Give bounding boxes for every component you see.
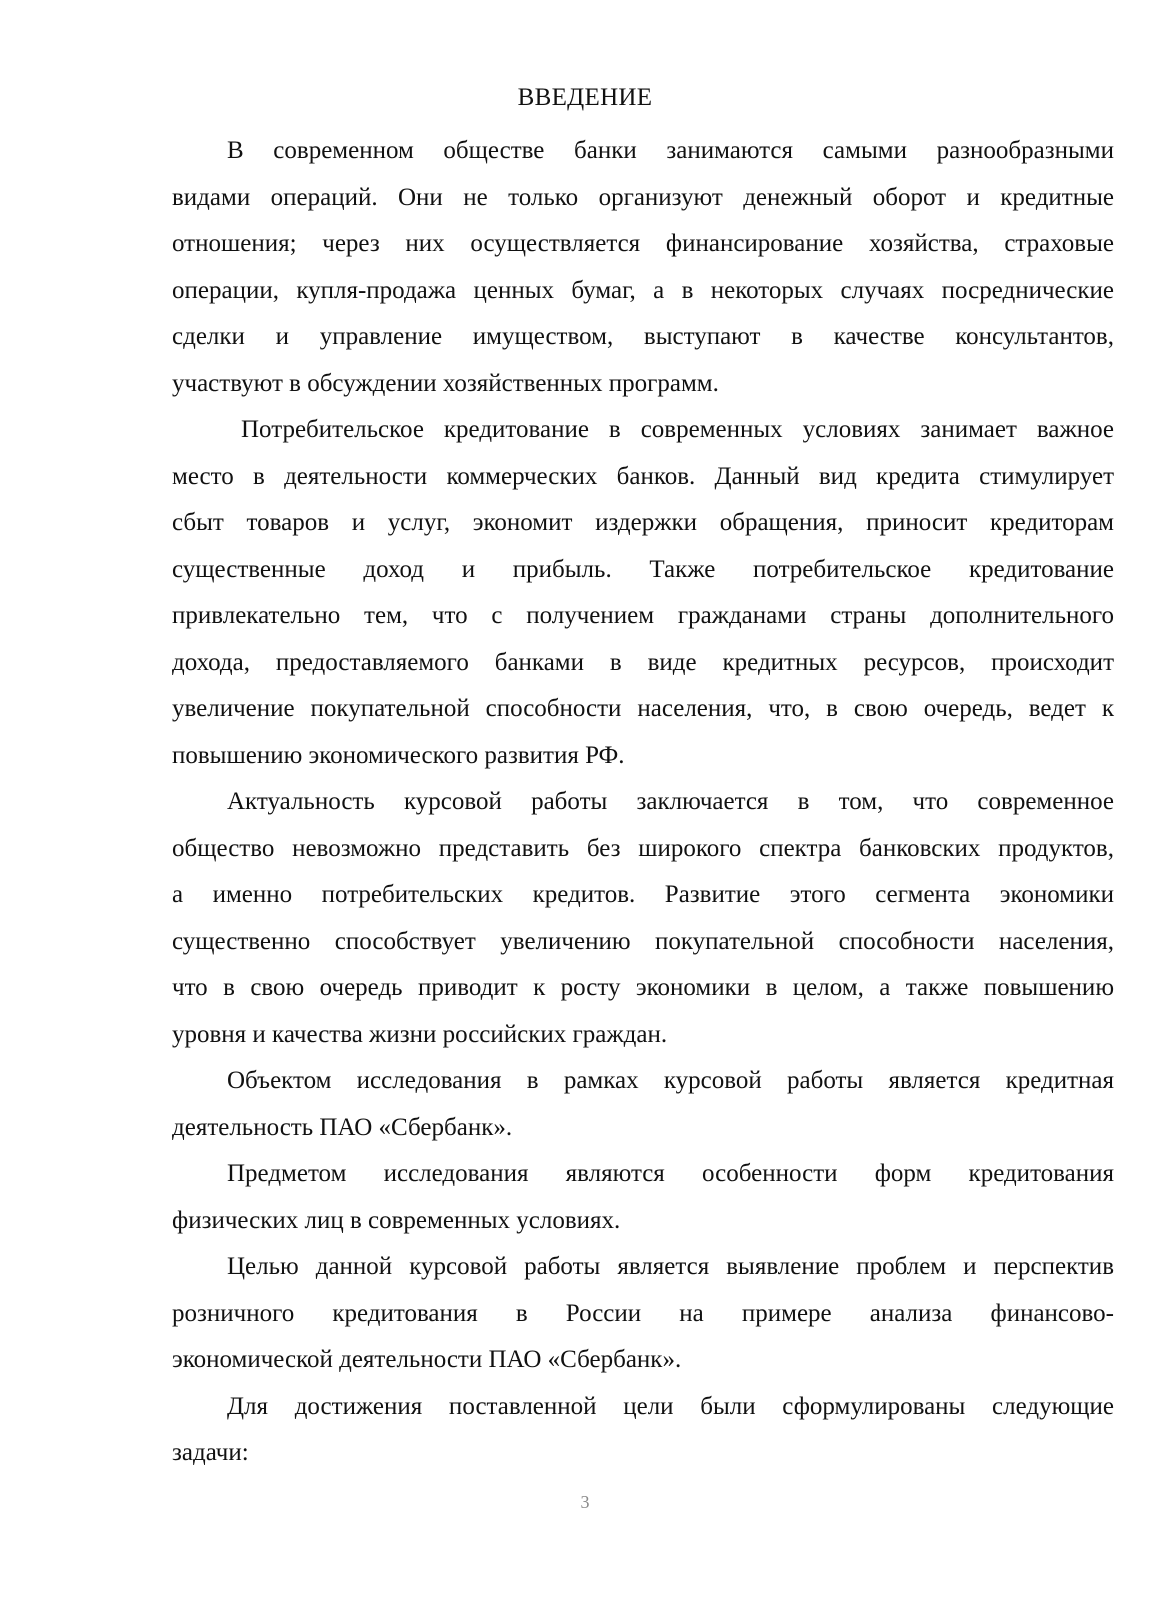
text-line: повышению экономического развития РФ. bbox=[172, 741, 625, 769]
text-line: общество невозможно представить без широкого спектра банковских продуктов, bbox=[172, 834, 1114, 862]
paragraph-tasks-intro bbox=[172, 1384, 1114, 1477]
text-line: экономической деятельности ПАО «Сбербанк». bbox=[172, 1346, 682, 1373]
paragraph-goal bbox=[172, 1244, 1114, 1384]
paragraph-research-subject bbox=[172, 1151, 1114, 1244]
text-line: уровня и качества жизни российских граждан. bbox=[172, 1020, 668, 1048]
text-line: Актуальность курсовой работы заключается в том, что современное bbox=[227, 788, 1114, 815]
page-number: 3 bbox=[580, 1492, 590, 1512]
text-line: Предметом исследования являются особенности форм кредитования bbox=[227, 1160, 1114, 1187]
section-title: ВВЕДЕНИЕ bbox=[517, 84, 653, 111]
text-line: розничного кредитования в России на примере анализа финансово- bbox=[172, 1299, 1114, 1327]
paragraph-research-object bbox=[172, 1058, 1114, 1151]
paragraph-consumer-lending bbox=[172, 407, 1114, 779]
text-line: В современном обществе банки занимаются самыми разнообразными bbox=[227, 137, 1114, 164]
text-line: а именно потребительских кредитов. Развитие этого сегмента экономики bbox=[172, 881, 1114, 908]
text-line: место в деятельности коммерческих банков. Данный вид кредита стимулирует bbox=[172, 462, 1114, 490]
text-line: Потребительское кредитование в современных условиях занимает важное bbox=[241, 416, 1114, 443]
document-body bbox=[172, 128, 1114, 1477]
text-line: сбыт товаров и услуг, экономит издержки обращения, приносит кредиторам bbox=[172, 509, 1114, 536]
text-line: Для достижения поставленной цели были сформулированы следующие bbox=[227, 1392, 1114, 1420]
text-line: существенные доход и прибыль. Также потребительское кредитование bbox=[172, 555, 1114, 583]
text-line: увеличение покупательной способности населения, что, в свою очередь, ведет к bbox=[172, 695, 1114, 722]
text-line: отношения; через них осуществляется финансирование хозяйства, страховые bbox=[172, 230, 1114, 257]
text-line: сделки и управление имуществом, выступают в качестве консультантов, bbox=[172, 323, 1114, 350]
text-line: привлекательно тем, что с получением гражданами страны дополнительного bbox=[172, 602, 1114, 629]
text-line: участвуют в обсуждении хозяйственных программ. bbox=[172, 369, 719, 397]
text-line: дохода, предоставляемого банками в виде кредитных ресурсов, происходит bbox=[172, 648, 1114, 676]
paragraph-relevance bbox=[172, 779, 1114, 1058]
paragraph-banks-operations bbox=[172, 128, 1114, 407]
text-line: деятельность ПАО «Сбербанк». bbox=[172, 1113, 513, 1141]
text-line: что в свою очередь приводит к росту экономики в целом, а также повышению bbox=[172, 974, 1114, 1001]
text-line: Объектом исследования в рамках курсовой работы является кредитная bbox=[227, 1067, 1114, 1094]
text-line: существенно способствует увеличению покупательной способности населения, bbox=[172, 927, 1114, 955]
text-line: физических лиц в современных условиях. bbox=[172, 1206, 621, 1234]
text-line: видами операций. Они не только организуют денежный оборот и кредитные bbox=[172, 183, 1114, 211]
text-line: задачи: bbox=[172, 1439, 249, 1466]
text-line: операции, купля-продажа ценных бумаг, а в некоторых случаях посреднические bbox=[172, 276, 1114, 304]
text-line: Целью данной курсовой работы является выявление проблем и перспектив bbox=[227, 1253, 1114, 1280]
